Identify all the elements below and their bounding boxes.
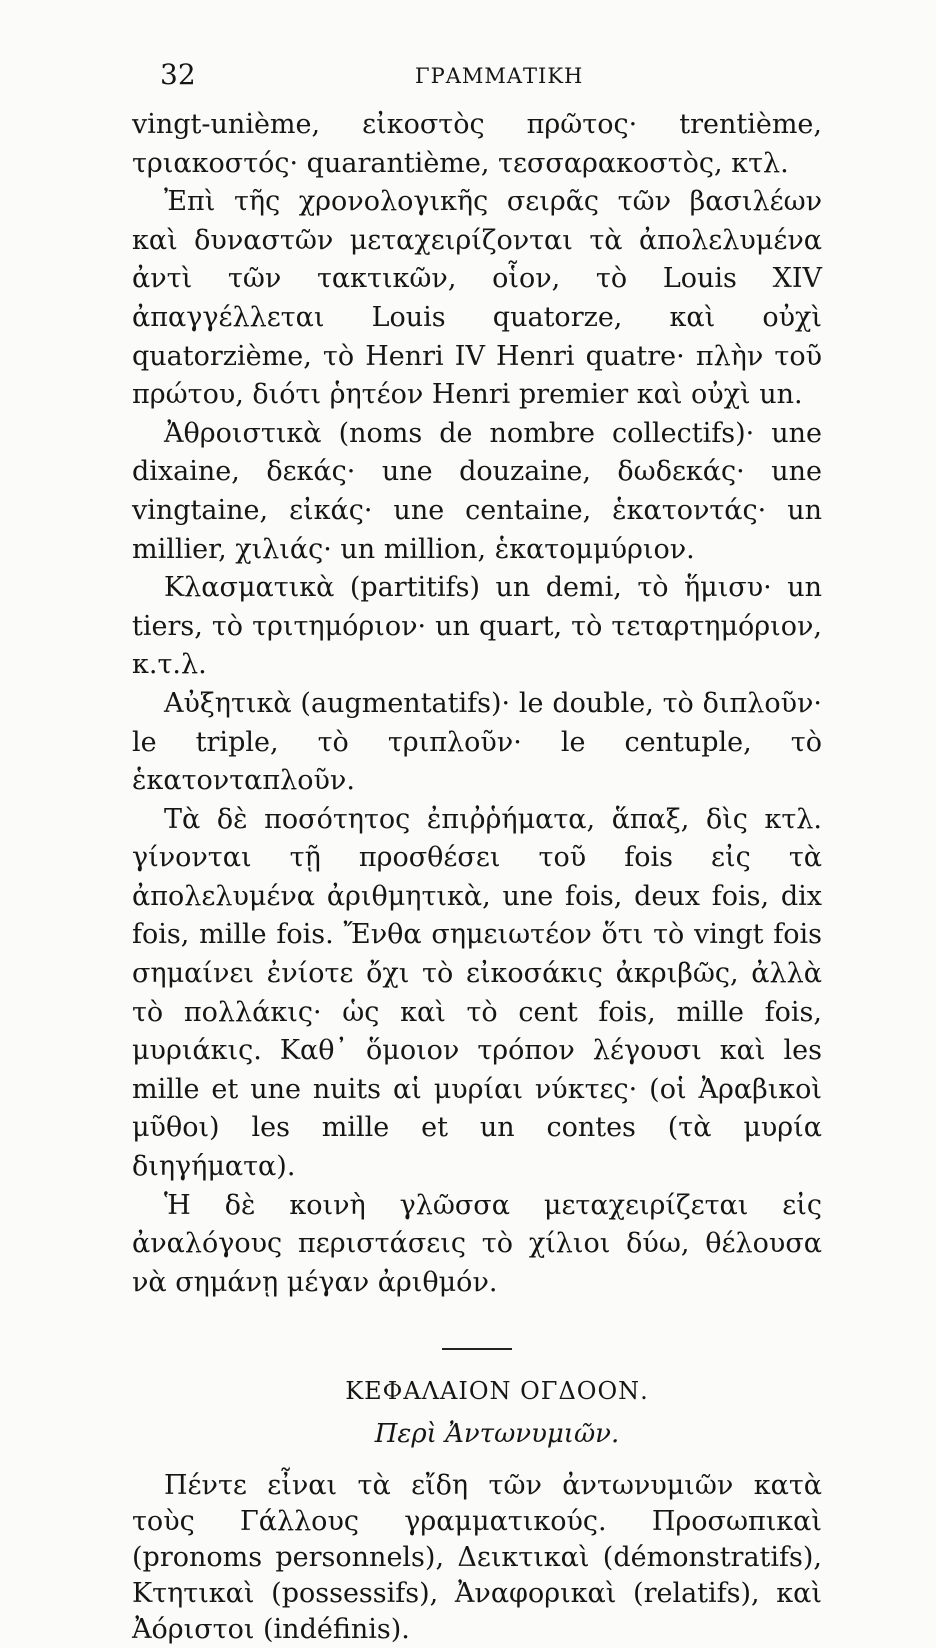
chapter-paragraph: Πέντε εἶναι τὰ εἴδη τῶν ἀντωνυμιῶν κατὰ τοὺς Γάλλους γραμματικούς. Προσωπικαὶ (pronoms personnels), Δεικτικαὶ (démonstratifs), Κτητικαὶ (possessifs), Ἀναφορικαὶ (relatifs), καὶ Ἀόριστοι (indéfinis).	[132, 1469, 822, 1645]
paragraph: Ἀθροιστικὰ (noms de nombre collectifs)· une dixaine, δεκάς· une douzaine, δωδεκάς· une vingtaine, εἰκάς· une centaine, ἑκατοντάς· un millier, χιλιάς· un million, ἑκατομμύριον.	[132, 417, 822, 565]
paragraph: Ἐπὶ τῆς χρονολογικῆς σειρᾶς τῶν βασιλέων καὶ δυναστῶν μεταχειρίζονται τὰ ἀπολελυμένα ἀντὶ τῶν τακτικῶν, οἷον, τὸ Louis XIV ἀπαγγέλλεται Louis quatorze, καὶ οὐχὶ quatorzième, τὸ Henri IV Henri quatre· πλὴν τοῦ πρώτου, διότι ῥητέον Henri premier καὶ οὐχὶ un.	[132, 186, 822, 411]
paragraph: Κλασματικὰ (partitifs) un demi, τὸ ἥμισυ· un tiers, τὸ τριτημόριον· un quart, τὸ τεταρτημόριον, κ.τ.λ.	[132, 572, 822, 681]
main-text	[132, 106, 822, 1648]
running-title: ΓΡΑΜΜΑΤΙΚΗ	[415, 64, 584, 88]
paragraph: Ἡ δὲ κοινὴ γλῶσσα μεταχειρίζεται εἰς ἀναλόγους περιστάσεις τὸ χίλιοι δύω, θέλουσα νὰ σημάνῃ μέγαν ἀριθμόν.	[132, 1189, 822, 1298]
paragraph: Αὐξητικὰ (augmentatifs)· le double, τὸ διπλοῦν· le triple, τὸ τριπλοῦν· le centuple, τὸ ἑκατονταπλοῦν.	[132, 687, 822, 797]
page-header	[160, 58, 820, 98]
chapter-subtitle: Περὶ Ἀντωνυμιῶν.	[374, 1419, 620, 1449]
page-number: 32	[160, 58, 196, 91]
section-divider	[442, 1348, 512, 1350]
chapter-title: ΚΕΦΑΛΑΙΟΝ ΟΓΔΟΟΝ.	[345, 1377, 649, 1406]
paragraph: vingt-unième, εἰκοστὸς πρῶτος· trentième, τριακοστός· quarantième, τεσσαρακοστὸς, κτλ.	[132, 109, 822, 179]
paragraph: Τὰ δὲ ποσότητος ἐπιῤῥήματα, ἅπαξ, δὶς κτλ. γίνονται τῇ προσθέσει τοῦ fois εἰς τὰ ἀπολελυμένα ἀριθμητικὰ, une fois, deux fois, dix fois, mille fois. Ἔνθα σημειωτέον ὅτι τὸ vingt fois σημαίνει ἐνίοτε ὄχι τὸ εἰκοσάκις ἀκριβῶς, ἀλλὰ τὸ πολλάκις· ὡς καὶ τὸ cent fois, mille fois, μυριάκις. Καθ᾽ ὅμοιον τρόπον λέγουσι καὶ les mille et une nuits αἱ μυρίαι νύκτες· (οἱ Ἀραβικοὶ μῦθοι) les mille et un contes (τὰ μυρία διηγήματα).	[132, 803, 822, 1183]
